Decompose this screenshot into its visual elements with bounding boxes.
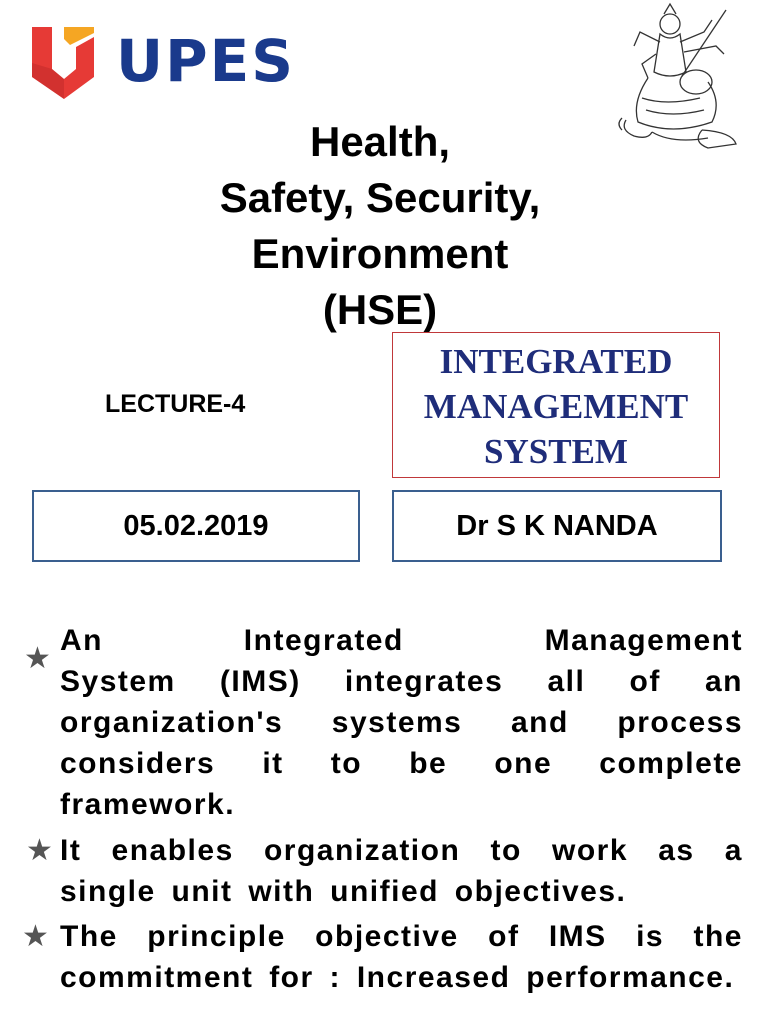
- bullet-text: The principle objective of IMS is the commitment for : Increased performance.: [60, 920, 743, 994]
- author-box: Dr S K NANDA: [392, 490, 722, 562]
- date-box: 05.02.2019: [32, 490, 360, 562]
- bullet-line: System (IMS) integrates all of an: [60, 665, 743, 698]
- bullet-line: considers it to be one complete: [60, 747, 743, 780]
- star-bullet-icon: ★: [24, 642, 51, 675]
- bullet-line: An Integrated Management: [60, 624, 743, 657]
- lecture-label: LECTURE-4: [105, 390, 246, 418]
- star-bullet-icon: ★: [26, 834, 53, 867]
- topic-line: INTEGRATED: [439, 342, 673, 381]
- topic-line: MANAGEMENT: [423, 387, 689, 426]
- title-line: Environment: [251, 230, 509, 277]
- bullet-text: [60, 620, 743, 825]
- bullet-line: framework.: [60, 788, 236, 821]
- topic-box: [392, 332, 720, 478]
- upes-logo: [30, 22, 295, 100]
- bullet-text: It enables organization to work as a single unit with unified objectives.: [60, 834, 743, 908]
- title-line: Health,: [309, 118, 451, 165]
- upes-logo-icon: [30, 23, 96, 99]
- presentation-title: [100, 114, 660, 338]
- title-line: (HSE): [322, 286, 438, 333]
- bullet-line: organization's systems and process: [60, 706, 743, 739]
- logo-text: UPES: [116, 27, 295, 95]
- star-bullet-icon: ★: [22, 920, 49, 953]
- topic-line: SYSTEM: [484, 432, 628, 471]
- title-line: Safety, Security,: [219, 174, 541, 221]
